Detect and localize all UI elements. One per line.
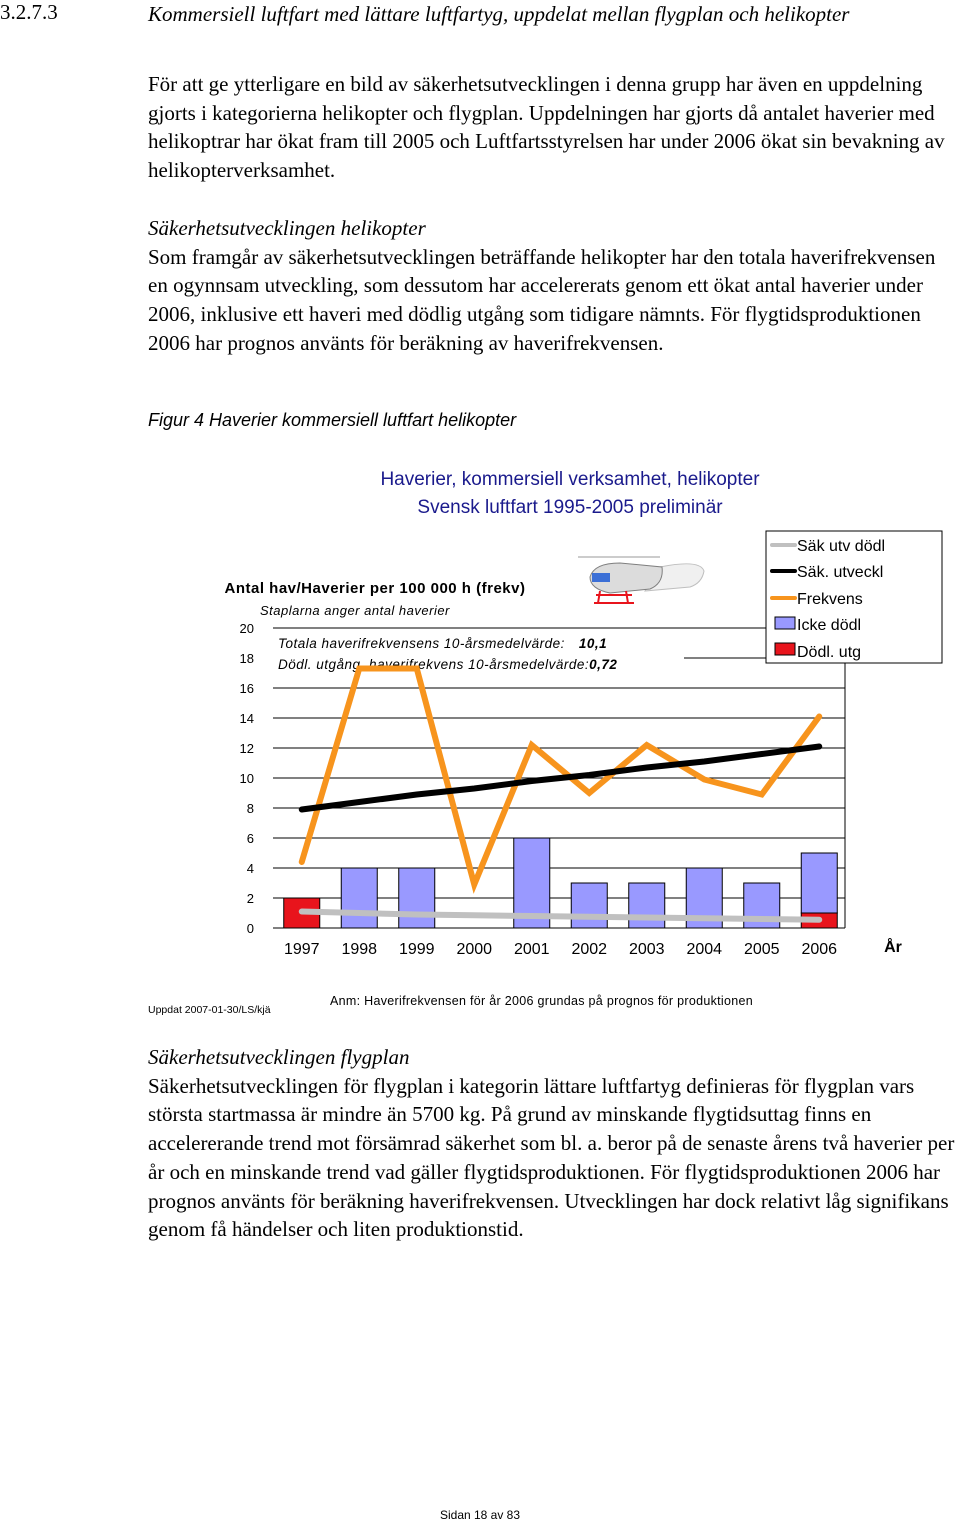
legend-label-sak-utv-dodl: Säk utv dödl — [797, 538, 886, 555]
x-tick-label: 2006 — [801, 941, 838, 958]
annotation-fatal-value: 0,72 — [589, 657, 618, 672]
annotation-total-label: Totala haverifrekvensens 10-årsmedelvärde: — [278, 636, 565, 651]
x-tick-label: 2005 — [743, 941, 780, 958]
bar-non-fatal — [341, 868, 377, 928]
y-tick-label: 10 — [239, 771, 254, 786]
y-axis-label: Antal hav/Haverier per 100 000 h (frekv) — [224, 580, 526, 597]
x-tick-label: 2000 — [456, 941, 493, 958]
annotation-fatal-label: Dödl. utgång, haverifrekvens 10-årsmedelvärde: — [278, 657, 590, 672]
y-tick-label: 18 — [239, 651, 254, 666]
x-axis-label: År — [884, 939, 902, 956]
y-tick-label: 16 — [239, 681, 254, 696]
x-tick-label: 1998 — [341, 941, 378, 958]
accident-chart — [0, 455, 960, 1035]
x-tick-label: 2003 — [628, 941, 665, 958]
legend — [766, 531, 942, 663]
y-tick-label: 0 — [246, 921, 254, 936]
x-tick-label: 2004 — [686, 941, 723, 958]
legend-label-sak-utveckl: Säk. utveckl — [797, 564, 884, 581]
x-tick-label: 1999 — [398, 941, 435, 958]
x-axis-ticks — [284, 941, 837, 958]
bar-non-fatal — [801, 853, 837, 913]
intro-paragraph: För att ge ytterligare en bild av säkerhetsutvecklingen i denna grupp har även en uppdelning gjorts i kategorierna helikopter och flygplan. Uppdelningen har gjorts då antalet haverier med helikoptrar har ökat fram till 2005 och Luftfartsstyrelsen har under 2006 ökat sin bevakning av helikopterverksamhet. — [148, 72, 945, 183]
legend-label-frekvens: Frekvens — [797, 591, 863, 608]
x-tick-label: 2002 — [571, 941, 608, 958]
legend-label-icke-dodl: Icke dödl — [797, 617, 862, 634]
bar-non-fatal — [399, 868, 435, 928]
plane-heading: Säkerhetsutvecklingen flygplan — [148, 1045, 410, 1069]
x-tick-label: 1997 — [283, 941, 320, 958]
helicopter-illustration — [575, 555, 705, 603]
heli-section — [148, 214, 958, 358]
update-note: Uppdat 2007-01-30/LS/kjä — [148, 1004, 271, 1016]
figure-caption: Figur 4 Haverier kommersiell luftfart helikopter — [148, 410, 517, 430]
series-line-s-k-utv-d-dl — [302, 912, 820, 920]
annotation-total — [278, 636, 607, 651]
bar-non-fatal — [629, 883, 665, 928]
section-number: 3.2.7.3 — [0, 0, 58, 24]
y-tick-label: 8 — [246, 801, 254, 816]
legend-label-dodl-utg: Dödl. utg — [797, 644, 862, 661]
annotation-fatal — [278, 657, 617, 672]
heli-heading: Säkerhetsutvecklingen helikopter — [148, 216, 426, 240]
chart-title: Haverier, kommersiell verksamhet, helikopter — [380, 469, 760, 490]
y-tick-label: 2 — [246, 891, 254, 906]
y-tick-label: 14 — [239, 711, 254, 726]
heli-paragraph: Som framgår av säkerhetsutvecklingen beträffande helikopter har den totala haverifrekvensen en ogynnsam utveckling, som dessutom har accelererats genom ett ökat antal haverier under 2006, inklusive ett haveri med dödlig utgång som tidigare nämnts. För flygtidsproduktionen 2006 har prognos använts för beräkning av haverifrekvensen. — [148, 244, 936, 355]
y-tick-label: 12 — [239, 741, 254, 756]
line-series — [302, 669, 820, 920]
legend-swatch-icke-dodl — [775, 617, 795, 629]
y-tick-label: 6 — [246, 831, 254, 846]
y-tick-label: 20 — [239, 621, 254, 636]
y-tick-label: 4 — [246, 861, 254, 876]
annotation-total-value: 10,1 — [578, 636, 608, 651]
chart-remark: Anm: Haverifrekvensen för år 2006 grundas på prognos för produktionen — [330, 994, 754, 1008]
plane-section — [148, 1043, 958, 1244]
x-tick-label: 2001 — [513, 941, 550, 958]
page-number: Sidan 18 av 83 — [439, 1508, 521, 1522]
section-title: Kommersiell luftfart med lättare luftfartyg, uppdelat mellan flygplan och helikopter — [148, 2, 850, 26]
chart-subtitle: Svensk luftfart 1995-2005 preliminär — [417, 497, 723, 518]
plane-paragraph: Säkerhetsutvecklingen för flygplan i kategorin lättare luftfartyg definieras för flygplan vars största startmassa är mindre än 5700 kg. På grund av minskande flygtidsuttag finns en accelererande trend mot försämrad säkerhet som bl. a. beror på de senaste årens två haverier per år och en minskande trend vad gäller flygtidsproduktionen. För flygtidsproduktionen 2006 har prognos använts för beräkning haverifrekvensen. Utvecklingen har dock relativt låg signifikans genom få händelser och liten produktionstid. — [148, 1073, 955, 1242]
y-axis-ticks — [240, 621, 254, 936]
bar-non-fatal — [571, 883, 607, 928]
legend-swatch-dodl-utg — [775, 643, 795, 655]
bars-note: Staplarna anger antal haverier — [260, 603, 450, 618]
